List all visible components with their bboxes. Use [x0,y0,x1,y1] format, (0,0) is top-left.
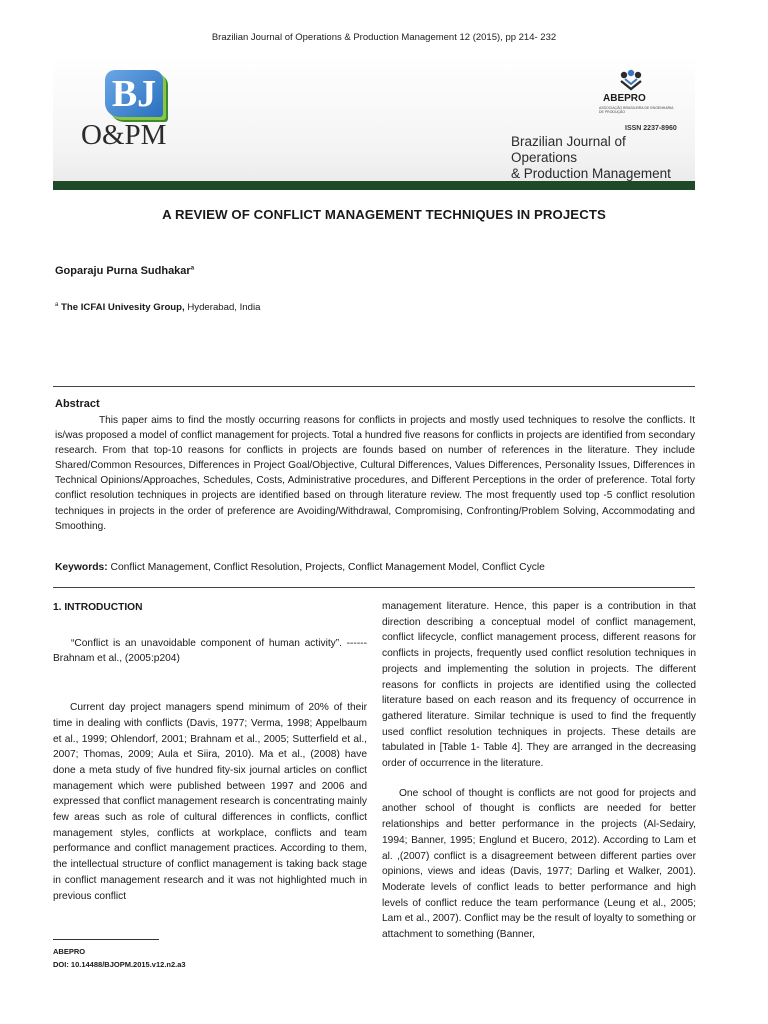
intro-paragraph-3: One school of thought is conflicts are not good for projects and another school of thought is conflicts are needed for better relationships and better performance in the projects (Al-Sedairy, 1994; Banner, 1995; Englund et Bucero, 2012). According to Lam et al. ,(2007) conflict is a disagreement between different parties over opinions, views and ideas (Davis, 1977; Darling et Walker, 2001). Moderate levels of conflict leads to better performance and high levels of conflict reduce the team performance (Leung et al., 2005; Lam et al., 2007). Conflict may be the result of loyalty to something or attachment to something (Banner, [382,787,696,941]
intro-paragraph-1: Current day project managers spend minimum of 20% of their time in dealing with conflicts (Davis, 1977; Verma, 1998; Appelbaum et al., 1999; Ohlendorf, 2001; Brahnam et al., 2005; Sutterfield et al., 2007; Thomas, 2009; Aula et Siira, 2010). Ma et al., (2008) have done a meta study of five hundred fity-six journal articles on conflict management which were published between 1997 and 2006 and expressed that conflict management research is concentrating mainly few areas such as role of cultural differences in conflicts, conflict management styles, conflicts at workplace, conflicts and team performance and conflict management practices. According to them, the intellectual structure of conflict management is taking back stage in conflict management research and it was not highlighted much in previous conflict [53,702,367,902]
footnote-org: ABEPRO [53,947,86,956]
footnote-rule [53,939,159,940]
intro-paragraph-2: management literature. Hence, this paper is a contribution in that direction describing a conceptual model of conflict management, conflict lifecycle, conflict management process, different reasons for conflicts in projects, frequently used conflict resolution techniques in projects and implementing the solution in projects. The different reasons for conflicts in projects are identified using the collected literature based on each reason and its frequency of occurrence in gathered literature. Similar technique is used to find the frequently used conflict resolution techniques in projects. These details are tabulated in [Table 1- Table 4]. They are arranged in the decreasing order of occurrence in the literature. [382,601,696,770]
journal-banner [53,55,695,190]
abstract-top-rule [53,386,695,387]
affiliation-institution: The ICFAI Univesity Group, [61,302,185,314]
affiliation-superscript: a [55,302,59,308]
keywords [55,562,545,573]
opm-logo-text: O&PM [81,119,167,151]
right-column [382,599,696,943]
author-name [55,265,194,277]
epigraph-quote: “Conflict is an unavoidable component of human activity”. ------ Brahnam et al., (2005:p204) [53,637,367,665]
footnote [53,945,186,971]
author-name-text: Goparaju Purna Sudhakar [55,265,191,277]
bj-logo-letters: BJ [111,73,157,115]
article-title: A REVIEW OF CONFLICT MANAGEMENT TECHNIQUES IN PROJECTS [162,207,606,222]
section-heading-introduction: 1. INTRODUCTION [53,602,143,613]
footnote-doi: DOI: 10.14488/BJOPM.2015.v12.n2.a3 [53,960,186,969]
journal-name-line2: & Production Management [511,166,671,181]
abstract-body: This paper aims to find the mostly occurring reasons for conflicts in projects and mostly used techniques to resolve the conflicts. It is/was proposed a model of conflict management for projects. Total a hundred five reasons for conflicts in projects are identified from secondary research. From that top-10 reasons for conflicts in projects are founds based on number of references in the literature. They include Shared/Common Resources, Differences in Project Goal/Objective, Cultural Differences, Values Differences, Personality Issues, Differences in Technical Opinions/Approaches, Schedules, Costs, Administrative procedures, and Different Perceptions in the order of preference. Total forty conflict resolution techniques in projects are identified based on through literature review. The most frequently used top -5 conflict resolution techniques in projects in the order of preference are Avoiding/Withdrawal, Compromising, Confronting/Problem Solving, Accommodating and Smoothing. [55,415,695,532]
affiliation [55,302,260,313]
abepro-subtitle: ASSOCIAÇÃO BRASILEIRA DE ENGENHARIA DE PRODUÇÃO [599,106,674,114]
keywords-label: Keywords: [55,562,108,573]
abepro-emblem-icon [615,69,647,91]
journal-name [511,134,695,182]
keywords-text: Conflict Management, Conflict Resolution, Projects, Conflict Management Model, Conflict Cycle [107,562,545,573]
abepro-logo-text: ABEPRO [603,93,646,104]
banner-bottom-band [53,181,695,190]
journal-name-line1: Brazilian Journal of Operations [511,134,626,165]
bj-logo [105,70,163,117]
affiliation-location: Hyderabad, India [184,302,261,314]
author-superscript: a [190,265,195,272]
left-column [53,600,367,904]
abstract-heading: Abstract [55,398,100,410]
issn: ISSN 2237-8960 [625,125,677,132]
keywords-bottom-rule [53,587,695,588]
running-head: Brazilian Journal of Operations & Production Management 12 (2015), pp 214- 232 [211,32,557,43]
